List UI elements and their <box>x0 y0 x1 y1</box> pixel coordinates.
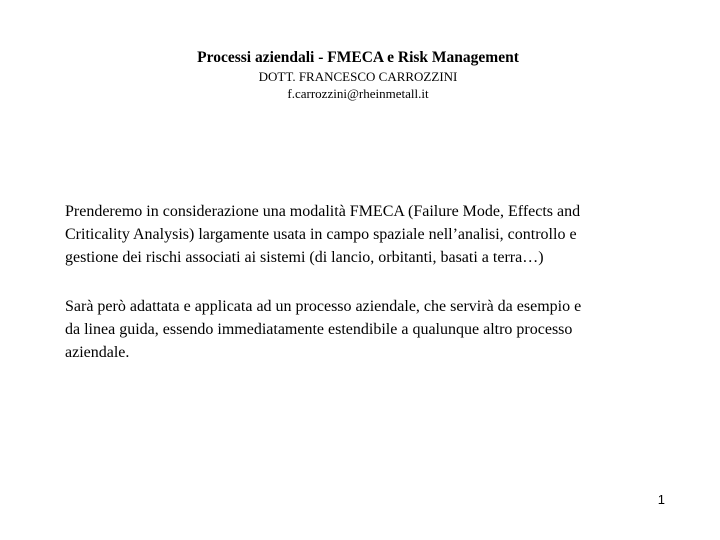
paragraph-line: da linea guida, essendo immediatamente estendibile a qualunque altro processo <box>65 321 573 338</box>
author-email: f.carrozzini@rheinmetall.it <box>287 86 429 101</box>
paragraph-line: Prenderemo in considerazione una modalità FMECA (Failure Mode, Effects and <box>65 203 581 220</box>
paragraph-line: gestione dei rischi associati ai sistemi (di lancio, orbitanti, basati a terra…) <box>65 249 544 266</box>
paragraph-line: Criticality Analysis) largamente usata in campo spaziale nell’analisi, controllo e <box>65 226 577 243</box>
adaptation-paragraph <box>65 295 665 364</box>
intro-paragraph <box>65 200 665 269</box>
author-name: DOTT. FRANCESCO CARROZZINI <box>258 69 458 84</box>
paragraph-line: Sarà però adattata e applicata ad un processo aziendale, che servirà da esempio e <box>65 298 582 315</box>
slide-title: Processi aziendali - FMECA e Risk Management <box>197 49 519 66</box>
page-number: 1 <box>657 492 665 507</box>
paragraph-line: aziendale. <box>65 344 130 361</box>
